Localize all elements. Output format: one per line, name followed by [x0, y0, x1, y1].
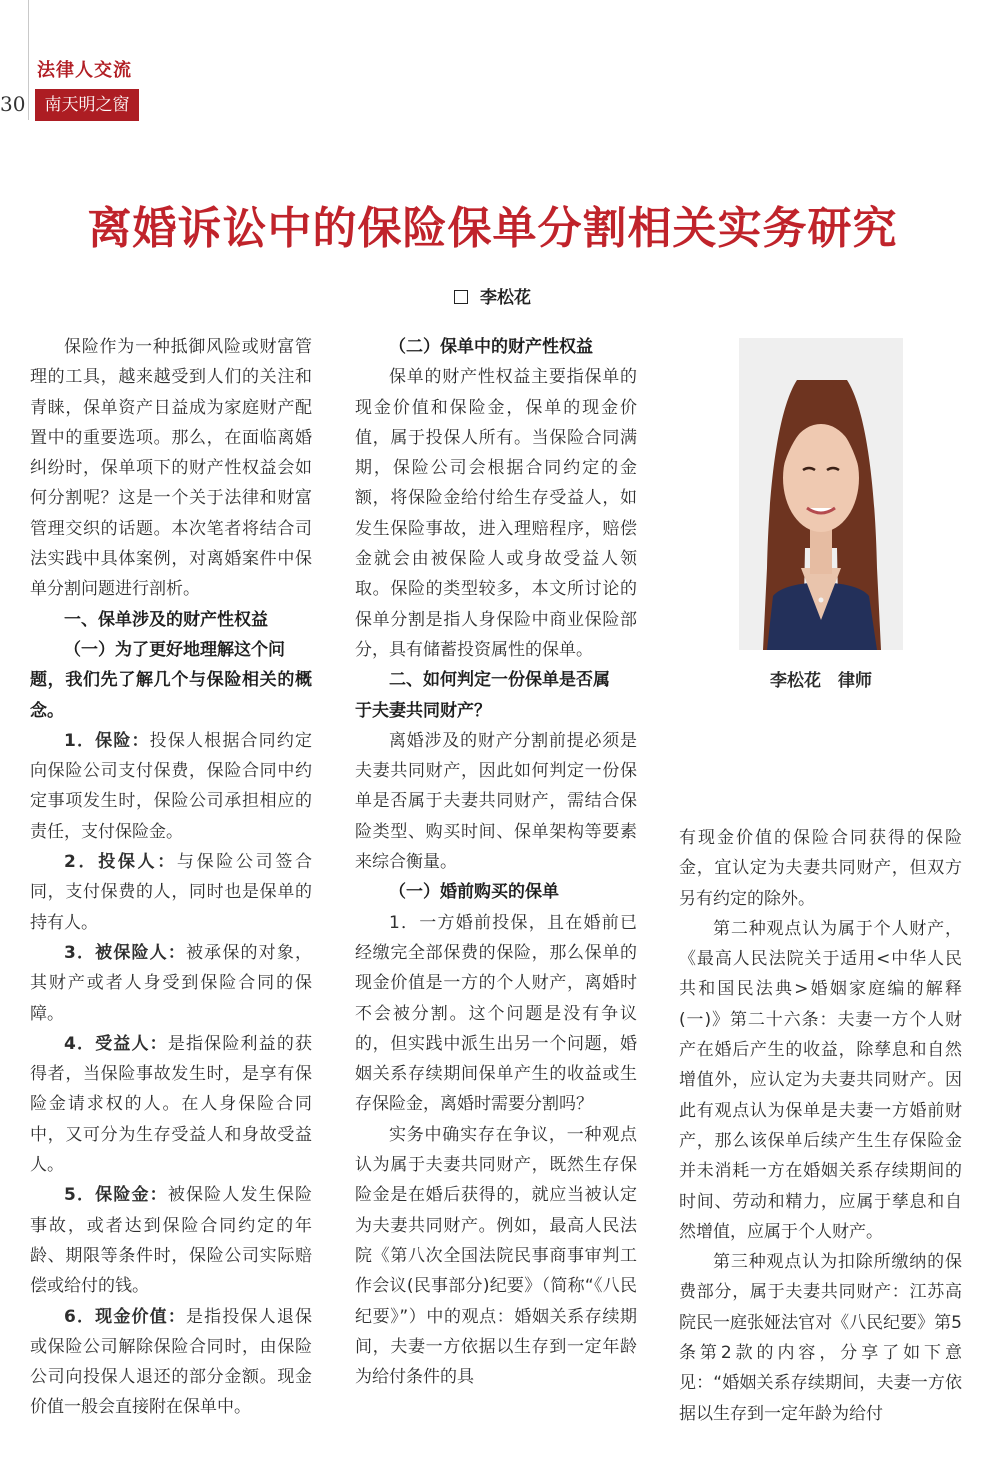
subheading-1b: （二）保单中的财产性权益	[389, 337, 593, 357]
definition-text: 是指保险利益的获得者，当保险事故发生时，是享有保险金请求权的人。在人身保险合同中，又可分为生存受益人和身故受益人。	[30, 1033, 312, 1176]
subheading-1a-line-2: 题，我们先了解几个与保险相关的概念。	[30, 670, 312, 721]
subheading-2a: （一）婚前购买的保单	[389, 882, 559, 903]
definition-benefit	[30, 1180, 312, 1301]
body-paragraph: 第三种观点认为扣除所缴纳的保费部分，属于夫妻共同财产：江苏高院民一庭张娅法官对《八民纪要》第5条第2款的内容，分享了如下意见：“婚姻关系存续期间，夫妻一方依据以生存到一定年龄为给付	[679, 1252, 962, 1424]
text-column-3	[679, 823, 962, 1429]
definition-text: 与保险公司签合同，支付保费的人，同时也是保单的持有人。	[30, 852, 312, 933]
author-name: 李松花	[480, 288, 531, 308]
definition-cash-value	[30, 1302, 312, 1423]
definition-insured	[30, 938, 312, 1029]
byline	[0, 283, 985, 308]
column-tag: 南天明之窗	[35, 89, 139, 121]
page-number: 30	[0, 92, 26, 116]
photo-caption: 李松花 律师	[770, 671, 872, 691]
portrait-illustration	[739, 338, 903, 650]
body-paragraph: 实务中确实存在争议，一种观点认为属于夫妻共同财产，既然生存保险金是在婚后获得的，就应当被认定为夫妻共同财产。例如，最高人民法院《第八次全国法院民事商事审判工作会议(民事部分)纪要》（简称“《八民纪要》”）中的观点：婚姻关系存续期间，夫妻一方依据以生存到一定年龄为给付条件的具	[355, 1124, 637, 1388]
definition-term: 1．保险：	[64, 730, 150, 751]
section-heading-2-line-1: 二、如何判定一份保单是否属	[389, 670, 610, 691]
body-paragraph: 离婚涉及的财产分割前提必须是夫妻共同财产，因此如何判定一份保单是否属于夫妻共同财产，需结合保险类型、购买时间、保单架构等要素来综合衡量。	[355, 730, 637, 873]
definition-text: 被保险人发生保险事故，或者达到保险合同约定的年龄、期限等条件时，保险公司实际赔偿或给付的钱。	[30, 1185, 312, 1297]
definition-term: 6．现金价值：	[64, 1306, 186, 1327]
definition-policyholder	[30, 847, 312, 938]
text-column-2	[355, 332, 637, 1392]
body-paragraph: 保单的财产性权益主要指保单的现金价值和保险金，保单的现金价值，属于投保人所有。当保险合同满期，保险公司会根据合同约定的金额，将保险金给付给生存受益人，如发生保险事故，进入理赔程序，赔偿金就会由被保险人或身故受益人领取。保险的类型较多，本文所讨论的保单分割是指人身保险中商业保险部分，具有储蓄投资属性的保单。	[355, 367, 637, 660]
definition-term: 3．被保险人：	[64, 942, 186, 963]
header-divider-line	[28, 0, 29, 120]
definition-beneficiary	[30, 1029, 312, 1180]
definition-term: 4．受益人：	[64, 1033, 168, 1054]
definition-text: 是指投保人退保或保险公司解除保险合同时，由保险公司向投保人退还的部分金额。现金价值一般会直接附在保单中。	[30, 1306, 312, 1418]
body-paragraph-continued: 有现金价值的保险合同获得的保险金，宜认定为夫妻共同财产，但双方另有约定的除外。	[679, 828, 962, 909]
article-title: 离婚诉讼中的保险保单分割相关实务研究	[87, 203, 898, 254]
section-label: 法律人交流	[37, 60, 132, 81]
definition-text: 投保人根据合同约定向保险公司支付保费，保险合同中约定事项发生时，保险公司承担相应的责任，支付保险金。	[30, 730, 312, 842]
body-paragraph: 1．一方婚前投保，且在婚前已经缴完全部保费的保险，那么保单的现金价值是一方的个人财产，离婚时不会被分割。这个问题是没有争议的，但实践中派生出另一个问题，婚姻关系存续期间保单产生的收益或生存保险金，离婚时需要分割吗？	[355, 912, 637, 1115]
definition-term: 2．投保人：	[64, 852, 177, 873]
section-heading-1: 一、保单涉及的财产性权益	[64, 609, 268, 630]
definition-text: 被承保的对象，其财产或者人身受到保险合同的保障。	[30, 942, 312, 1024]
section-heading-2-line-2: 于夫妻共同财产？	[355, 700, 491, 721]
body-paragraph: 第二种观点认为属于个人财产，《最高人民法院关于适用<中华人民共和国民法典>婚姻家庭编的解释(一)》第二十六条：夫妻一方个人财产在婚后产生的收益，除孳息和自然增值外，应认定为夫妻共同财产。因此有观点认为保单是夫妻一方婚前财产，那么该保单后续产生生存保险金并未消耗一方在婚姻关系存续期间的时间、劳动和精力，应属于孳息和自然增值，应属于个人财产。	[679, 918, 962, 1242]
intro-paragraph: 保险作为一种抵御风险或财富管理的工具，越来越受到人们的关注和青睐，保单资产日益成为家庭财产配置中的重要选项。那么，在面临离婚纠纷时，保单项下的财产性权益会如何分割呢？这是一个关于法律和财富管理交织的话题。本次笔者将结合司法实践中具体案例，对离婚案件中保单分割问题进行剖析。	[30, 337, 312, 600]
definition-term: 5．保险金：	[64, 1185, 168, 1206]
square-icon	[454, 290, 468, 304]
text-column-1	[30, 332, 312, 1423]
author-photo	[739, 338, 903, 650]
subheading-1a-line-1: （一）为了更好地理解这个问	[64, 639, 285, 660]
definition-insurance	[30, 726, 312, 847]
